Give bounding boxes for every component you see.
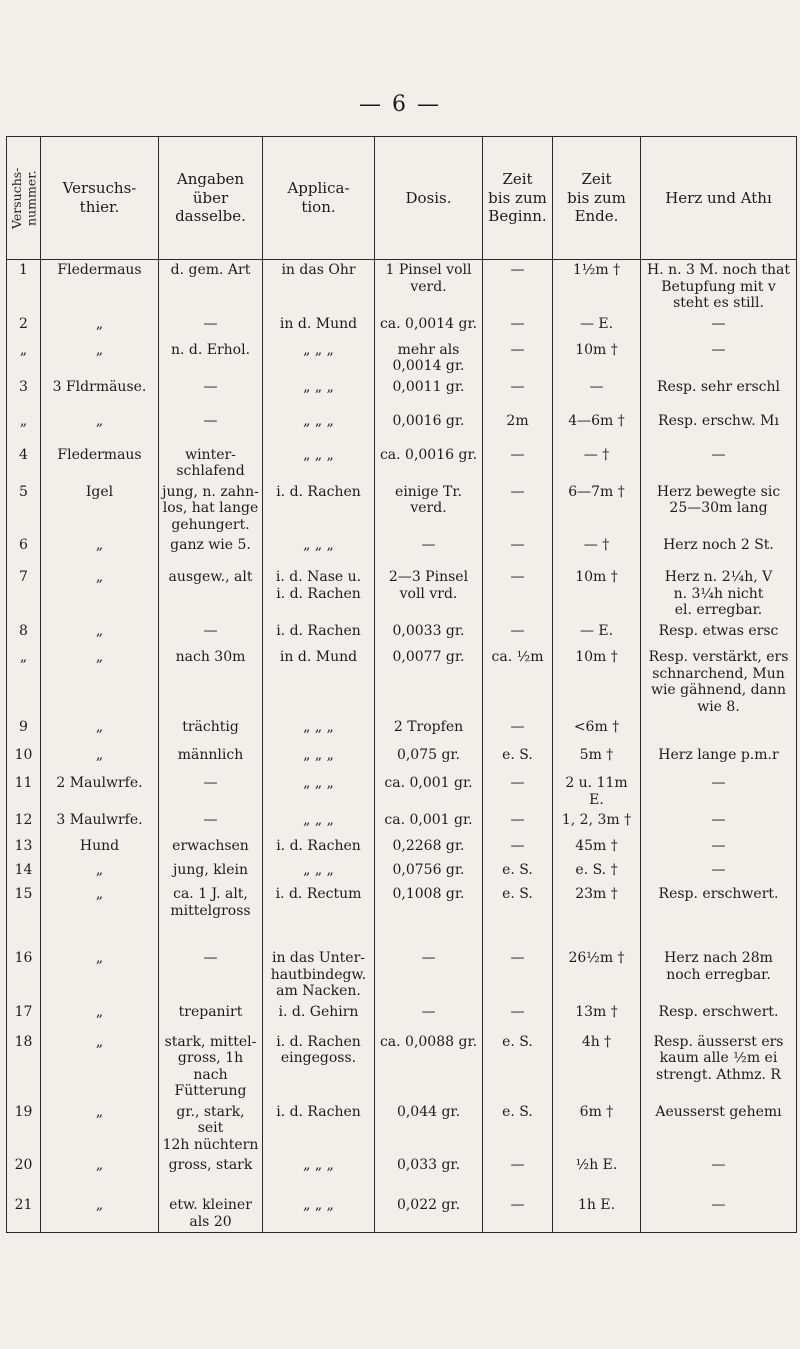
cell-nr: 3 (7, 377, 41, 411)
cell-herz: H. n. 3 M. noch that Betupfung mit v steht es still. (641, 260, 797, 314)
cell-thier: „ (41, 884, 159, 948)
cell-nr: 18 (7, 1032, 41, 1102)
cell-angaben: — (159, 621, 263, 647)
cell-angaben: — (159, 411, 263, 445)
cell-nr: 7 (7, 567, 41, 621)
cell-angaben: winter- schlafend (159, 445, 263, 482)
table-row (7, 340, 797, 377)
cell-herz: Resp. etwas ersc (641, 621, 797, 647)
cell-beginn: — (483, 836, 553, 860)
cell-thier: „ (41, 1102, 159, 1156)
cell-thier: „ (41, 1155, 159, 1195)
cell-application: „ „ „ (263, 535, 375, 567)
cell-nr: 10 (7, 745, 41, 773)
cell-ende: 1½m † (553, 260, 641, 314)
cell-herz: Resp. erschwert. (641, 1002, 797, 1032)
cell-application: i. d. Rachen (263, 1102, 375, 1156)
cell-ende: <6m † (553, 717, 641, 745)
table-body (7, 260, 797, 1233)
cell-dosis: mehr als 0,0014 gr. (375, 340, 483, 377)
cell-nr: 5 (7, 482, 41, 536)
cell-thier: Fledermaus (41, 260, 159, 314)
table-row (7, 445, 797, 482)
cell-nr: 19 (7, 1102, 41, 1156)
cell-dosis: — (375, 948, 483, 1002)
cell-application: in das Ohr (263, 260, 375, 314)
cell-thier: 3 Fldrmäuse. (41, 377, 159, 411)
cell-dosis: ca. 0,0088 gr. (375, 1032, 483, 1102)
cell-beginn: e. S. (483, 860, 553, 884)
cell-beginn: — (483, 621, 553, 647)
cell-herz: Resp. sehr erschl (641, 377, 797, 411)
cell-thier: „ (41, 314, 159, 340)
cell-thier: „ (41, 647, 159, 717)
cell-nr: 6 (7, 535, 41, 567)
cell-application: i. d. Rachen eingegoss. (263, 1032, 375, 1102)
cell-herz: Herz bewegte sic 25—30m lang (641, 482, 797, 536)
cell-application: „ „ „ (263, 745, 375, 773)
cell-beginn: — (483, 1155, 553, 1195)
page-number: — 6 — (359, 92, 441, 117)
cell-ende: e. S. † (553, 860, 641, 884)
cell-herz: Herz n. 2¼h, V n. 3¼h nicht el. erregbar. (641, 567, 797, 621)
cell-thier: „ (41, 1195, 159, 1233)
table-row (7, 1195, 797, 1233)
header-ende: Zeit bis zum Ende. (553, 137, 641, 260)
table-row (7, 260, 797, 314)
table-row (7, 535, 797, 567)
cell-nr: 14 (7, 860, 41, 884)
cell-dosis: 2—3 Pinsel voll vrd. (375, 567, 483, 621)
cell-dosis: 1 Pinsel voll verd. (375, 260, 483, 314)
cell-thier: „ (41, 535, 159, 567)
cell-herz: — (641, 314, 797, 340)
table-row (7, 1102, 797, 1156)
cell-herz: Herz lange p.m.r (641, 745, 797, 773)
cell-ende: 13m † (553, 1002, 641, 1032)
header-angaben: Angaben über dasselbe. (159, 137, 263, 260)
cell-thier: 2 Maulwrfe. (41, 773, 159, 810)
cell-ende: — (553, 377, 641, 411)
cell-nr: 1 (7, 260, 41, 314)
cell-angaben: männlich (159, 745, 263, 773)
cell-angaben: jung, klein (159, 860, 263, 884)
cell-beginn: — (483, 445, 553, 482)
cell-beginn: — (483, 482, 553, 536)
cell-thier: Hund (41, 836, 159, 860)
cell-beginn: — (483, 1195, 553, 1233)
cell-herz: — (641, 773, 797, 810)
cell-application: i. d. Rachen (263, 621, 375, 647)
cell-angaben: trächtig (159, 717, 263, 745)
cell-nr: 4 (7, 445, 41, 482)
table-row (7, 621, 797, 647)
cell-application: „ „ „ (263, 377, 375, 411)
cell-angaben: ganz wie 5. (159, 535, 263, 567)
cell-angaben: n. d. Erhol. (159, 340, 263, 377)
cell-thier: „ (41, 411, 159, 445)
cell-application: „ „ „ (263, 773, 375, 810)
cell-beginn: e. S. (483, 1102, 553, 1156)
header-nr (7, 137, 41, 260)
cell-application: in d. Mund (263, 314, 375, 340)
cell-dosis: 0,075 gr. (375, 745, 483, 773)
cell-dosis: einige Tr. verd. (375, 482, 483, 536)
cell-dosis: 0,0011 gr. (375, 377, 483, 411)
cell-application: „ „ „ (263, 810, 375, 836)
cell-nr: 17 (7, 1002, 41, 1032)
cell-beginn: — (483, 717, 553, 745)
cell-application: i. d. Rachen (263, 836, 375, 860)
cell-nr: 2 (7, 314, 41, 340)
cell-ende: — † (553, 445, 641, 482)
cell-angaben: — (159, 810, 263, 836)
cell-beginn: 2m (483, 411, 553, 445)
cell-angaben: d. gem. Art (159, 260, 263, 314)
cell-application: i. d. Nase u. i. d. Rachen (263, 567, 375, 621)
cell-herz: — (641, 340, 797, 377)
table-row (7, 860, 797, 884)
table-row (7, 482, 797, 536)
cell-herz: — (641, 1155, 797, 1195)
cell-angaben: stark, mittel- gross, 1h nach Fütterung (159, 1032, 263, 1102)
cell-dosis: ca. 0,001 gr. (375, 810, 483, 836)
cell-application: in d. Mund (263, 647, 375, 717)
cell-thier: 3 Maulwrfe. (41, 810, 159, 836)
cell-nr: 11 (7, 773, 41, 810)
cell-dosis: 0,0033 gr. (375, 621, 483, 647)
table-row (7, 810, 797, 836)
cell-herz: Resp. äusserst ers kaum alle ½m ei strengt. Athmz. R (641, 1032, 797, 1102)
cell-beginn: e. S. (483, 1032, 553, 1102)
cell-ende: 45m † (553, 836, 641, 860)
table-row (7, 411, 797, 445)
cell-application: i. d. Rachen (263, 482, 375, 536)
cell-ende: 23m † (553, 884, 641, 948)
cell-angaben: nach 30m (159, 647, 263, 717)
cell-angaben: trepanirt (159, 1002, 263, 1032)
cell-ende: — E. (553, 314, 641, 340)
cell-application: i. d. Gehirn (263, 1002, 375, 1032)
table-row (7, 717, 797, 745)
cell-nr: 21 (7, 1195, 41, 1233)
cell-beginn: ca. ½m (483, 647, 553, 717)
cell-herz: — (641, 1195, 797, 1233)
cell-ende: 1, 2, 3m † (553, 810, 641, 836)
cell-nr: 9 (7, 717, 41, 745)
cell-beginn: e. S. (483, 884, 553, 948)
cell-thier: „ (41, 1002, 159, 1032)
cell-application: „ „ „ (263, 445, 375, 482)
cell-ende: ½h E. (553, 1155, 641, 1195)
table-row (7, 836, 797, 860)
table-row (7, 647, 797, 717)
table-row (7, 314, 797, 340)
cell-beginn: — (483, 340, 553, 377)
cell-herz: — (641, 836, 797, 860)
cell-angaben: gr., stark, seit 12h nüchtern (159, 1102, 263, 1156)
cell-nr: „ (7, 411, 41, 445)
cell-dosis: 0,0756 gr. (375, 860, 483, 884)
cell-ende: 4—6m † (553, 411, 641, 445)
cell-thier: „ (41, 745, 159, 773)
cell-nr: 8 (7, 621, 41, 647)
cell-thier: „ (41, 1032, 159, 1102)
cell-thier: Igel (41, 482, 159, 536)
cell-dosis: — (375, 1002, 483, 1032)
cell-thier: „ (41, 340, 159, 377)
cell-ende: 1h E. (553, 1195, 641, 1233)
cell-angaben: jung, n. zahn- los, hat lange gehungert. (159, 482, 263, 536)
cell-herz: Herz noch 2 St. (641, 535, 797, 567)
cell-dosis: 0,044 gr. (375, 1102, 483, 1156)
cell-angaben: ca. 1 J. alt, mittelgross (159, 884, 263, 948)
cell-dosis: 0,1008 gr. (375, 884, 483, 948)
cell-application: „ „ „ (263, 860, 375, 884)
header-dosis: Dosis. (375, 137, 483, 260)
cell-herz: — (641, 445, 797, 482)
cell-beginn: — (483, 535, 553, 567)
cell-thier: „ (41, 717, 159, 745)
cell-nr: 13 (7, 836, 41, 860)
cell-ende: 2 u. 11m E. (553, 773, 641, 810)
cell-ende: 4h † (553, 1032, 641, 1102)
cell-dosis: 2 Tropfen (375, 717, 483, 745)
table-row (7, 745, 797, 773)
cell-nr: 16 (7, 948, 41, 1002)
cell-application: i. d. Rectum (263, 884, 375, 948)
cell-herz: Herz nach 28m noch erregbar. (641, 948, 797, 1002)
cell-dosis: 0,0016 gr. (375, 411, 483, 445)
cell-application: „ „ „ (263, 1195, 375, 1233)
header-application: Applica- tion. (263, 137, 375, 260)
cell-angaben: gross, stark (159, 1155, 263, 1195)
cell-thier: „ (41, 567, 159, 621)
cell-angaben: — (159, 314, 263, 340)
header-nr-label: Versuchs- nummer. (9, 167, 39, 229)
cell-ende: 10m † (553, 340, 641, 377)
cell-dosis: ca. 0,001 gr. (375, 773, 483, 810)
cell-application: „ „ „ (263, 1155, 375, 1195)
cell-application: in das Unter- hautbindegw. am Nacken. (263, 948, 375, 1002)
cell-beginn: e. S. (483, 745, 553, 773)
table-row (7, 377, 797, 411)
table-row (7, 884, 797, 948)
cell-nr: 15 (7, 884, 41, 948)
cell-herz: Aeusserst gehemı (641, 1102, 797, 1156)
table-row (7, 773, 797, 810)
cell-beginn: — (483, 314, 553, 340)
cell-nr: „ (7, 340, 41, 377)
table-header (7, 137, 797, 260)
cell-ende: — † (553, 535, 641, 567)
cell-beginn: — (483, 810, 553, 836)
experiment-table (6, 136, 797, 1233)
cell-beginn: — (483, 260, 553, 314)
cell-angaben: erwachsen (159, 836, 263, 860)
table-row (7, 1155, 797, 1195)
cell-thier: „ (41, 621, 159, 647)
cell-angaben: — (159, 773, 263, 810)
cell-application: „ „ „ (263, 411, 375, 445)
cell-ende: 6m † (553, 1102, 641, 1156)
cell-beginn: — (483, 1002, 553, 1032)
cell-angaben: — (159, 948, 263, 1002)
table-row (7, 1002, 797, 1032)
cell-dosis: ca. 0,0014 gr. (375, 314, 483, 340)
cell-dosis: — (375, 535, 483, 567)
cell-ende: — E. (553, 621, 641, 647)
cell-beginn: — (483, 567, 553, 621)
cell-herz: Resp. erschwert. (641, 884, 797, 948)
cell-ende: 26½m † (553, 948, 641, 1002)
cell-beginn: — (483, 948, 553, 1002)
header-herz: Herz und Athı (641, 137, 797, 260)
cell-dosis: 0,0077 gr. (375, 647, 483, 717)
cell-dosis: ca. 0,0016 gr. (375, 445, 483, 482)
cell-thier: „ (41, 860, 159, 884)
cell-ende: 10m † (553, 647, 641, 717)
cell-beginn: — (483, 773, 553, 810)
cell-dosis: 0,033 gr. (375, 1155, 483, 1195)
table-row (7, 567, 797, 621)
cell-nr: 20 (7, 1155, 41, 1195)
header-thier: Versuchs- thier. (41, 137, 159, 260)
table-row (7, 1032, 797, 1102)
cell-ende: 10m † (553, 567, 641, 621)
cell-ende: 5m † (553, 745, 641, 773)
cell-thier: Fledermaus (41, 445, 159, 482)
cell-herz: Resp. erschw. Mı (641, 411, 797, 445)
cell-ende: 6—7m † (553, 482, 641, 536)
cell-dosis: 0,022 gr. (375, 1195, 483, 1233)
cell-nr: „ (7, 647, 41, 717)
cell-beginn: — (483, 377, 553, 411)
table-row (7, 948, 797, 1002)
cell-herz (641, 717, 797, 745)
cell-thier: „ (41, 948, 159, 1002)
cell-application: „ „ „ (263, 717, 375, 745)
cell-angaben: etw. kleiner als 20 (159, 1195, 263, 1233)
cell-angaben: — (159, 377, 263, 411)
header-row (7, 137, 797, 260)
cell-herz: — (641, 860, 797, 884)
cell-angaben: ausgew., alt (159, 567, 263, 621)
cell-application: „ „ „ (263, 340, 375, 377)
cell-herz: — (641, 810, 797, 836)
cell-herz: Resp. verstärkt, ers schnarchend, Mun wie gähnend, dann wie 8. (641, 647, 797, 717)
cell-dosis: 0,2268 gr. (375, 836, 483, 860)
header-beginn: Zeit bis zum Beginn. (483, 137, 553, 260)
cell-nr: 12 (7, 810, 41, 836)
